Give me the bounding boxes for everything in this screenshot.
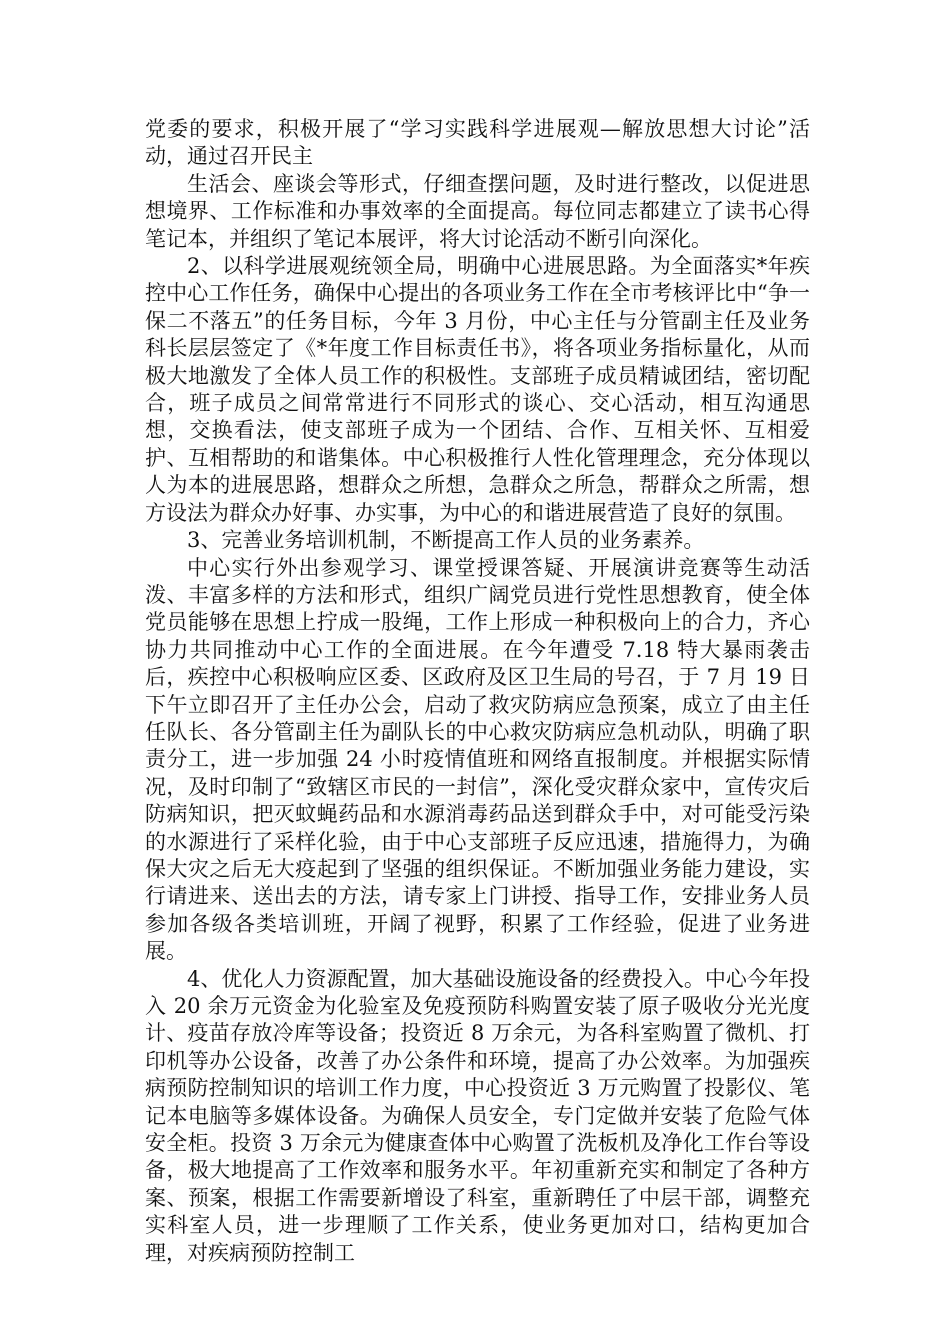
paragraph-training: 中心实行外出参观学习、课堂授课答疑、开展演讲竞赛等生动活泼、丰富多样的方法和形式，组织广阔党员进行党性思想教育，使全体党员能够在思想上拧成一股绳，工作上形成一种积极向上的合力，齐心协力共同推动中心工作的全面进展。在今年遭受 7.18 特大暴雨袭击后，疾控中心积极响应区委、区政府及区卫生局的号召，于 7 月 19 日下午立即召开了主任办公会，启动了救灾防病应急预案，成立了由主任任队长、各分管副主任为副队长的中心救灾防病应急机动队，明确了职责分工，进一步加强 24 小时疫情值班和网络直报制度。并根据实际情况，及时印制了“致辖区市民的一封信”，深化受灾群众家中，宣传灾后防病知识，把灭蚊蝇药品和水源消毒药品送到群众手中，对可能受污染的水源进行了采样化验，由于中心支部班子反应迅速，措施得力，为确保大灾之后无大疫起到了坚强的组织保证。不断加强业务能力建设，实行请进来、送出去的方法，请专家上门讲授、指导工作，安排业务人员参加各级各类培训班，开阔了视野，积累了工作经验，促进了业务进展。 — [145, 555, 810, 964]
paragraph-item-3-heading: 3、完善业务培训机制，不断提高工作人员的业务素养。 — [187, 528, 705, 553]
paragraph-democratic-life: 生活会、座谈会等形式，仔细查摆问题，及时进行整改，以促进思想境界、工作标准和办事效率的全面提高。每位同志都建立了读书心得笔记本，并组织了笔记本展评，将大讨论活动不断引向深化。 — [145, 171, 810, 251]
paragraph-item-4: 4、优化人力资源配置，加大基础设施设备的经费投入。中心今年投入 20 余万元资金为化验室及免疫预防科购置安装了原子吸收分光光度计、疫苗存放冷库等设备；投资近 8 万余元，为各科室购置了微机、打印机等办公设备，改善了办公条件和环境，提高了办公效率。为加强疾病预防控制知识的培训工作力度，中心投资近 3 万元购置了投影仪、笔记本电脑等多媒体设备。为确保人员安全，专门定做并安装了危险气体安全柜。投资 3 万余元为健康查体中心购置了洗板机及净化工作台等设备，极大地提高了工作效率和服务水平。年初重新充实和制定了各种方案、预案，根据工作需要新增设了科室，重新聘任了中层干部，调整充实科室人员，进一步理顺了工作关系，使业务更加对口，结构更加合理，对疾病预防控制工 — [145, 966, 810, 1265]
document-body — [145, 116, 810, 1267]
paragraph-continuation: 党委的要求，积极开展了“学习实践科学进展观—解放思想大讨论”活动，通过召开民主 — [145, 117, 810, 169]
paragraph-item-2: 2、以科学进展观统领全局，明确中心进展思路。为全面落实*年疾控中心工作任务，确保中心提出的各项业务工作在全市考核评比中“争一保二不落五”的任务目标，今年 3 月份，中心主任与分管副主任及业务科长层层签定了《*年度工作目标责任书》，将各项业务指标量化，从而极大地激发了全体人员工作的积极性。支部班子成员精诚团结，密切配合，班子成员之间常常进行不同形式的谈心、交心活动，相互沟通思想，交换看法，使支部班子成为一个团结、合作、互相关怀、互相爱护、互相帮助的和谐集体。中心积极推行人性化管理理念，充分体现以人为本的进展思路，想群众之所想，急群众之所急，帮群众之所需，想方设法为群众办好事、办实事，为中心的和谐进展营造了良好的氛围。 — [145, 254, 810, 525]
